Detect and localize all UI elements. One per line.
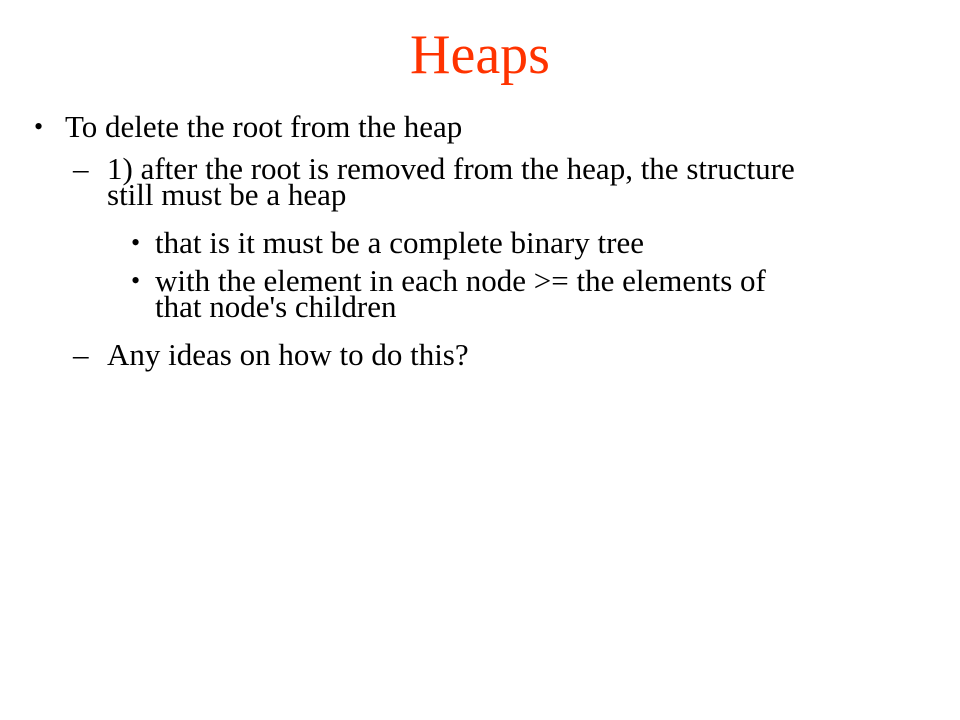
bullet-text-line-1: 1) after the root is removed from the heap, the structure bbox=[107, 151, 795, 186]
bullet-dot-icon: • bbox=[131, 266, 141, 295]
bullet-text-line: Any ideas on how to do this? bbox=[107, 337, 469, 372]
bullet-text bbox=[107, 151, 795, 212]
bullet-text-line-2: still must be a heap bbox=[107, 177, 347, 212]
bullet-text bbox=[155, 263, 766, 324]
dash-icon: – bbox=[73, 337, 89, 372]
bullet-text-line-2: that node's children bbox=[155, 289, 397, 324]
bullet-text bbox=[65, 109, 463, 144]
bullet-text-line: that is it must be a complete binary tree bbox=[155, 225, 644, 260]
bullet-text bbox=[155, 225, 644, 260]
bullet-text-line: To delete the root from the heap bbox=[65, 109, 463, 144]
bullet-text-line-1: with the element in each node >= the elements of bbox=[155, 263, 766, 298]
bullet-dot-icon: • bbox=[131, 228, 141, 257]
slide-title: Heaps bbox=[410, 24, 550, 86]
dash-icon: – bbox=[73, 151, 89, 186]
bullet-text bbox=[107, 337, 469, 372]
bullet-dot-icon: • bbox=[34, 112, 44, 141]
